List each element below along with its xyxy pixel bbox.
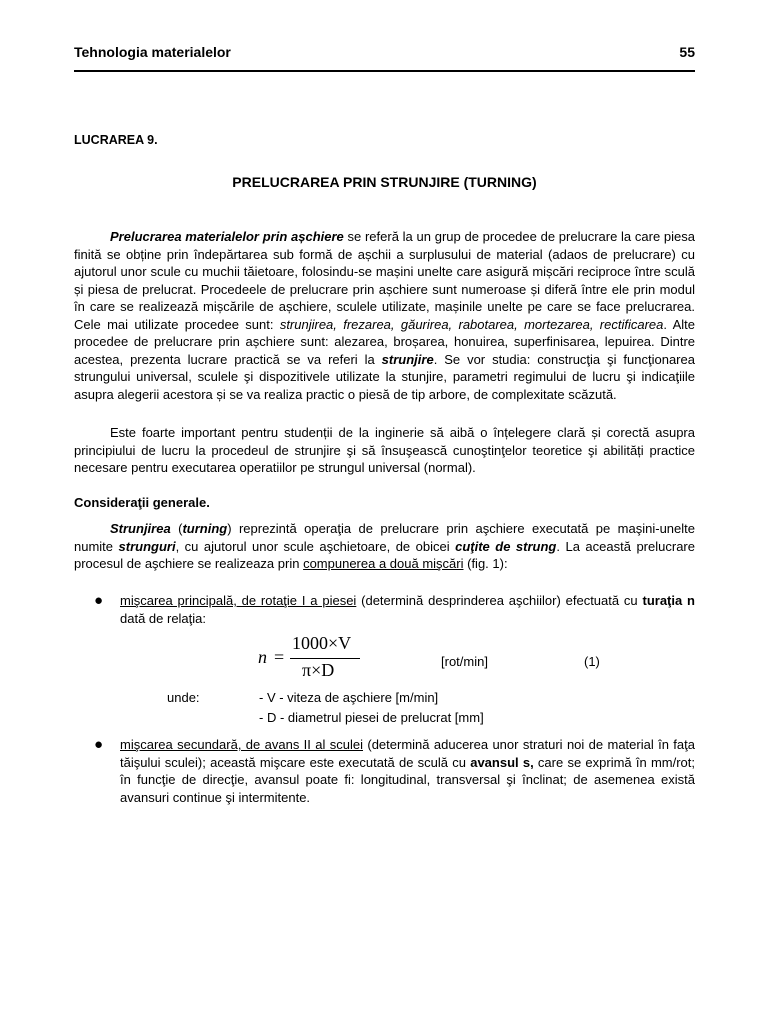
paragraph-definition (74, 520, 695, 573)
feed-motion-text-2: care se exprimă în mm/rot; în funcţie de direcţie, avansul poate fi: longitudinal, transversal şi înclinat; de asemenea există avansuri continue şi intermitente. (120, 754, 695, 805)
main-motion-text-1: (determină desprinderea aşchiilor) efectuată cu (356, 593, 643, 608)
formula-fraction-bar (290, 658, 360, 659)
page-header (74, 44, 695, 64)
bullet-icon: ● (94, 736, 104, 753)
main-motion-turatia: turaţia n (642, 593, 695, 608)
intro-text-3: . Se vor studia: construcţia şi funcţionarea strungului universal, sculele şi dispozitivele utilizate la stunjire, parametri regimului de lucru şi indicaţiile asupra alegerii acestora și se va realiza practic o piesă de tip arbore, de complexitate scăzută. (74, 351, 695, 402)
bullet-item-feed-motion (74, 736, 695, 806)
formula-equals: = (274, 647, 285, 667)
header-rule (74, 70, 695, 72)
bullet-item-main-motion (74, 592, 695, 627)
formula-lhs: n (258, 647, 267, 667)
where-label: unde: (167, 690, 200, 705)
def-text-5: (fig. 1): (463, 556, 508, 571)
main-motion-term: mişcarea principală, de rotaţie I a piesei (120, 593, 357, 608)
def-text-2: ) reprezintă operaţia de prelucrare prin aşchiere executată pe maşini-unelte numite (74, 521, 695, 554)
def-text-1: ( (170, 521, 183, 536)
def-strunguri: strunguri (118, 538, 176, 554)
intro-text-2: . Alte procedee de prelucrare prin așchiere sunt: alezarea, broșarea, honuirea, superfinisarea, lepuirea. Dintre acestea, prezenta lucrare practică se va referi la (74, 316, 695, 367)
importance-text: Este foarte important pentru studenții de la inginerie să aibă o înțelegere clară și corectă asupra principiului de lucru la procedeul de strunjire şi să însuşească cunoştinţelor teoretice şi abilități practice necesare pentru executarea operatiilor pe strungul universal (normal). (74, 425, 695, 475)
intro-term: Prelucrarea materialelor prin așchiere (110, 229, 344, 244)
feed-motion-term: mişcarea secundară, de avans II al sculei (120, 737, 363, 752)
feed-motion-text-1: (determină aducerea unor straturi noi de material în faţa tăişului sculei); această mişcare este executată de sculă cu (120, 737, 695, 770)
page-number: 55 (679, 44, 695, 60)
paragraph-importance (74, 424, 695, 477)
lab-label: LUCRAREA 9. (74, 133, 158, 147)
def-cutite: cuţite de strung (455, 538, 557, 554)
def-text-4: . La această prelucrare procesul de aşchiere se realizeaza prin (74, 538, 695, 571)
header-title: Tehnologia materialelor (74, 44, 231, 60)
definition-v: - V - viteza de aşchiere [m/min] (259, 690, 439, 705)
formula-numerator: 1000×V (292, 633, 352, 653)
paragraph-intro (74, 228, 695, 403)
feed-motion-avansul: avansul s, (470, 754, 534, 770)
def-term: Strunjirea (110, 521, 171, 536)
def-turning: turning (182, 521, 228, 536)
def-compunere: compunerea a două mişcări (303, 556, 464, 571)
formula-denominator: π×D (302, 660, 335, 680)
def-text-3: , cu ajutorul unor scule aşchietoare, de obicei (175, 538, 456, 554)
definition-d: - D - diametrul piesei de prelucrat [mm] (259, 710, 484, 725)
intro-text-1: se referă la un grup de procedee de prelucrare la care piesa finită se obține prin îndepărtarea sub formă de așchii a surplusului de material (adaos de prelucrare) cu ajutorul unor scule cu muchii tăietoare, folosindu-se mașini unelte care asigură mișcări reciproce între sculă și piesa de prelucrat. Procedeele de prelucrare prin așchiere sunt numeroase și diferă între ele prin modul în care se realizează mișcările de așchiere, sculele utilizate, mașinile unelte pe care se face prelucrarea. Cele mai utilizate procedee sunt: (74, 229, 695, 332)
formula-unit: [rot/min] (441, 654, 488, 669)
main-motion-text-2: dată de relaţia: (120, 610, 207, 626)
page-title: PRELUCRAREA PRIN STRUNJIRE (TURNING) (232, 174, 537, 190)
equation-number: (1) (584, 654, 600, 669)
formula-rotation-speed (258, 633, 368, 683)
intro-procedures: strunjirea, frezarea, găurirea, rabotarea, mortezarea, rectificarea (279, 316, 664, 332)
intro-strunjire: strunjire (381, 351, 434, 367)
bullet-icon: ● (94, 592, 104, 609)
section-heading: Consideraţii generale. (74, 495, 210, 510)
